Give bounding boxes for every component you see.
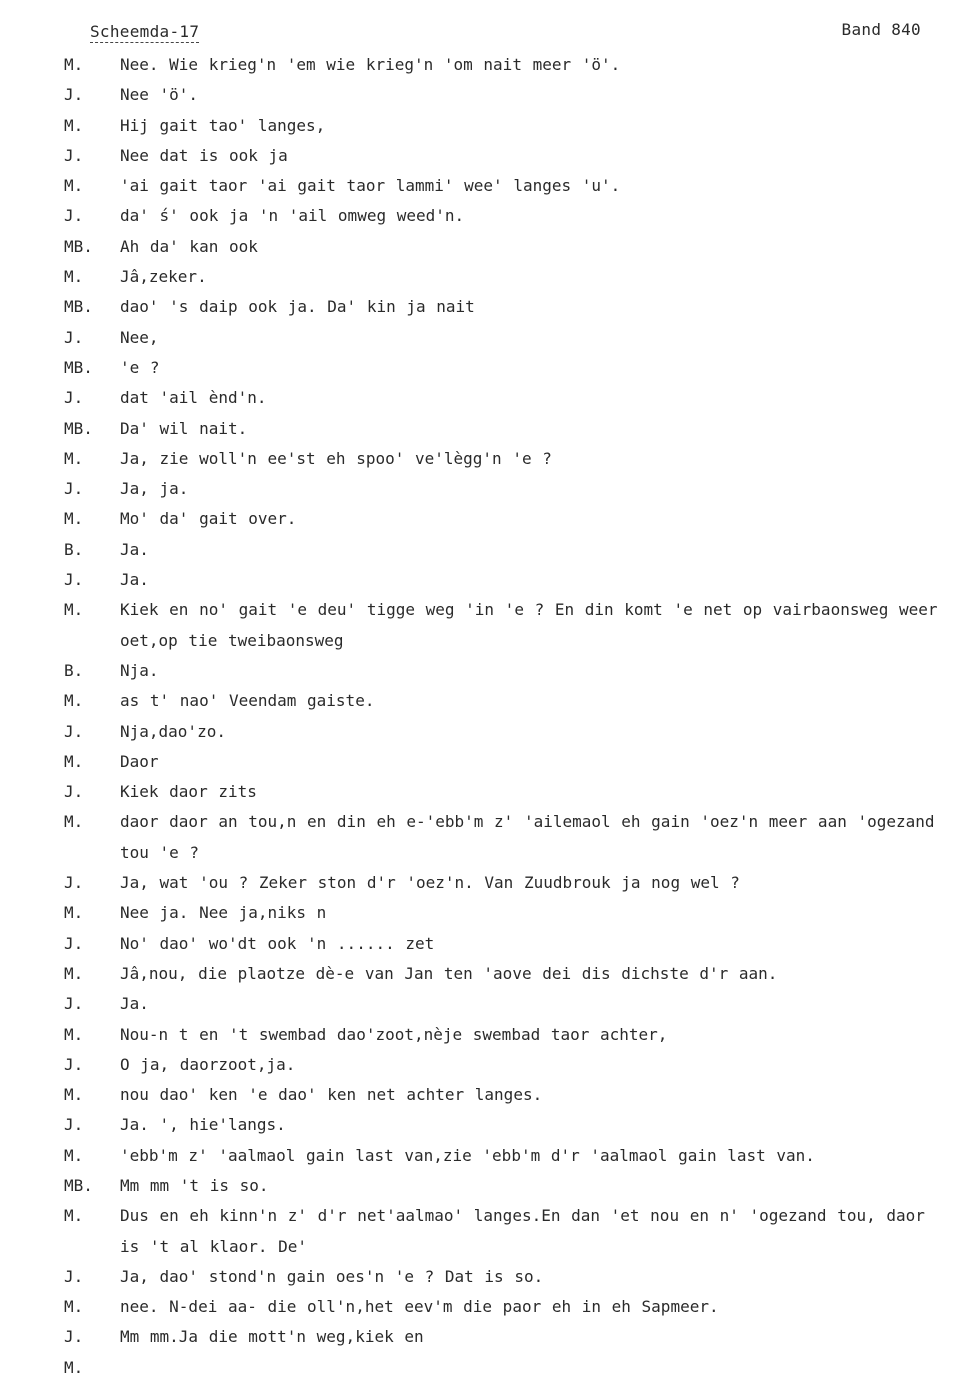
transcript-line	[0, 1201, 979, 1262]
speaker-label: J.	[64, 145, 84, 165]
utterance-text: O ja, daorzoot,ja.	[120, 1054, 296, 1074]
speaker-label: J.	[64, 327, 84, 347]
speaker-label: M.	[64, 812, 84, 832]
speaker-label: M.	[64, 1085, 84, 1105]
speaker-label: M.	[64, 1357, 84, 1377]
transcript-line	[0, 686, 979, 716]
transcript-line	[0, 989, 979, 1019]
speaker-label: J.	[64, 570, 84, 590]
utterance-text: No' dao' wo'dt ook 'n ...... zet	[120, 933, 435, 953]
transcript-line	[0, 929, 979, 959]
transcript-line	[0, 535, 979, 565]
utterance-text: Nee. Wie krieg'n 'em wie krieg'n 'om nait meer 'ö'.	[120, 55, 621, 74]
transcript-line	[0, 868, 979, 898]
transcript-line	[0, 1080, 979, 1110]
transcript-line	[0, 1353, 979, 1383]
tape-number: Band 840	[841, 20, 921, 39]
speaker-label: M.	[64, 963, 84, 983]
speaker-label: MB.	[64, 297, 93, 317]
transcript-line	[0, 717, 979, 747]
speaker-label: J.	[64, 721, 84, 741]
utterance-text: dat 'ail ènd'n.	[120, 388, 267, 408]
speaker-label: M.	[64, 751, 84, 771]
transcript-line	[0, 474, 979, 504]
speaker-label: J.	[64, 85, 84, 105]
speaker-label: B.	[64, 539, 84, 559]
utterance-text: Nja.	[120, 660, 159, 680]
speaker-label: M.	[64, 448, 84, 468]
utterance-text: Nee 'ö'.	[120, 85, 199, 105]
utterance-text: nee. N-dei aa- die oll'n,het eev'm die paor eh in eh Sapmeer.	[120, 1297, 719, 1317]
transcript-line	[0, 262, 979, 292]
transcript-line	[0, 292, 979, 322]
transcript-line	[0, 171, 979, 201]
speaker-label: M.	[64, 176, 84, 196]
speaker-label: M.	[64, 115, 84, 135]
utterance-text: Kiek en no' gait 'e deu' tigge weg 'in 'e ? En din komt 'e net op vairbaonsweg weer oet,op tie tweibaonsweg	[120, 600, 938, 650]
utterance-text: Ja, ja.	[120, 479, 189, 499]
speaker-label: MB.	[64, 236, 93, 256]
speaker-label: M.	[64, 55, 84, 74]
utterance-text: Hij gait tao' langes,	[120, 115, 326, 135]
transcript-line	[0, 1110, 979, 1140]
speaker-label: J.	[64, 1327, 84, 1347]
utterance-text: Ja, dao' stond'n gain oes'n 'e ? Dat is so.	[120, 1266, 544, 1286]
speaker-label: J.	[64, 1054, 84, 1074]
utterance-text: Nja,dao'zo.	[120, 721, 226, 741]
utterance-text: dao' 's daip ook ja. Da' kin ja nait	[120, 297, 475, 317]
speaker-label: M.	[64, 1145, 84, 1165]
transcript-line	[0, 1262, 979, 1292]
speaker-label: M.	[64, 600, 84, 620]
utterance-text: nou dao' ken 'e dao' ken net achter langes.	[120, 1085, 543, 1105]
transcript-line	[0, 232, 979, 262]
speaker-label: MB.	[64, 357, 93, 377]
speaker-label: M.	[64, 1024, 84, 1044]
speaker-label: J.	[64, 388, 84, 408]
utterance-text: Ja. ', hie'langs.	[120, 1115, 286, 1135]
transcript-line	[0, 595, 979, 656]
transcript-line	[0, 777, 979, 807]
speaker-label: MB.	[64, 1175, 93, 1195]
speaker-label: J.	[64, 994, 84, 1014]
utterance-text: 'ai gait taor 'ai gait taor lammi' wee' langes 'u'.	[120, 176, 621, 196]
utterance-text: 'ebb'm z' 'aalmaol gain last van,zie 'ebb'm d'r 'aalmaol gain last van.	[120, 1145, 815, 1165]
transcript-line	[0, 353, 979, 383]
utterance-text: Dus en eh kinn'n z' d'r net'aalmao' langes.En dan 'et nou en n' 'ogezand tou, daor is 't al klaor. De'	[120, 1206, 925, 1256]
utterance-text: Jâ,zeker.	[120, 267, 207, 287]
transcript-line	[0, 444, 979, 474]
transcript-line	[0, 1141, 979, 1171]
utterance-text: Nee dat is ook ja	[120, 145, 288, 165]
speaker-label: J.	[64, 782, 84, 802]
transcript-line	[0, 656, 979, 686]
transcript-line	[0, 1050, 979, 1080]
transcript-line	[0, 141, 979, 171]
transcript-line	[0, 383, 979, 413]
document-title: Scheemda-17	[90, 22, 200, 41]
speaker-label: M.	[64, 267, 84, 287]
transcript-line	[0, 747, 979, 777]
transcript-line	[0, 111, 979, 141]
transcript-body	[0, 50, 979, 1383]
utterance-text: Mo' da' gait over.	[120, 509, 297, 529]
transcript-line	[0, 1171, 979, 1201]
transcript-line	[0, 1322, 979, 1352]
utterance-text: Ah da' kan ook	[120, 236, 258, 256]
transcript-line	[0, 50, 979, 80]
utterance-text: Ja, zie woll'n ee'st eh spoo' ve'lègg'n 'e ?	[120, 448, 552, 468]
transcript-line	[0, 201, 979, 231]
transcript-line	[0, 565, 979, 595]
speaker-label: J.	[64, 1266, 84, 1286]
speaker-label: J.	[64, 1115, 84, 1135]
utterance-text: da' ś' ook ja 'n 'ail omweg weed'n.	[120, 206, 465, 226]
utterance-text: Daor	[120, 751, 159, 771]
speaker-label: M.	[64, 1206, 84, 1226]
speaker-label: M.	[64, 691, 84, 711]
utterance-text: Ja.	[120, 570, 149, 590]
speaker-label: B.	[64, 660, 84, 680]
speaker-label: J.	[64, 479, 84, 499]
utterance-text: Mm mm 't is so.	[120, 1175, 269, 1195]
transcript-line	[0, 80, 979, 110]
speaker-label: J.	[64, 933, 84, 953]
transcript-line	[0, 959, 979, 989]
utterance-text: Mm mm.Ja die mott'n weg,kiek en	[120, 1327, 424, 1347]
utterance-text: daor daor an tou,n en din eh e-'ebb'm z' 'ailemaol eh gain 'oez'n meer aan 'ogezand tou 'e ?	[120, 812, 935, 862]
utterance-text: Ja.	[120, 539, 149, 559]
utterance-text: 'e ?	[120, 357, 160, 377]
speaker-label: J.	[64, 873, 84, 893]
speaker-label: M.	[64, 509, 84, 529]
utterance-text: Ja, wat 'ou ? Zeker ston d'r 'oez'n. Van Zuudbrouk ja nog wel ?	[120, 873, 740, 893]
page-header	[0, 18, 979, 48]
transcript-line	[0, 1292, 979, 1322]
transcript-line	[0, 504, 979, 534]
transcript-line	[0, 1020, 979, 1050]
utterance-text: Ja.	[120, 994, 149, 1014]
speaker-label: MB.	[64, 418, 93, 438]
utterance-text: as t' nao' Veendam gaiste.	[120, 691, 375, 711]
transcript-line	[0, 807, 979, 868]
utterance-text: Nou-n t en 't swembad dao'zoot,nèje swembad taor achter,	[120, 1024, 668, 1044]
speaker-label: M.	[64, 903, 84, 923]
utterance-text: Da' wil nait.	[120, 418, 248, 438]
speaker-label: M.	[64, 1297, 84, 1317]
utterance-text: Kiek daor zits	[120, 782, 257, 802]
utterance-text: Nee ja. Nee ja,niks n	[120, 903, 327, 923]
speaker-label: J.	[64, 206, 84, 226]
transcript-line	[0, 898, 979, 928]
transcript-line	[0, 323, 979, 353]
utterance-text: Jâ,nou, die plaotze dè-e van Jan ten 'aove dei dis dichste d'r aan.	[120, 963, 778, 983]
utterance-text: Nee,	[120, 327, 159, 347]
transcript-line	[0, 414, 979, 444]
